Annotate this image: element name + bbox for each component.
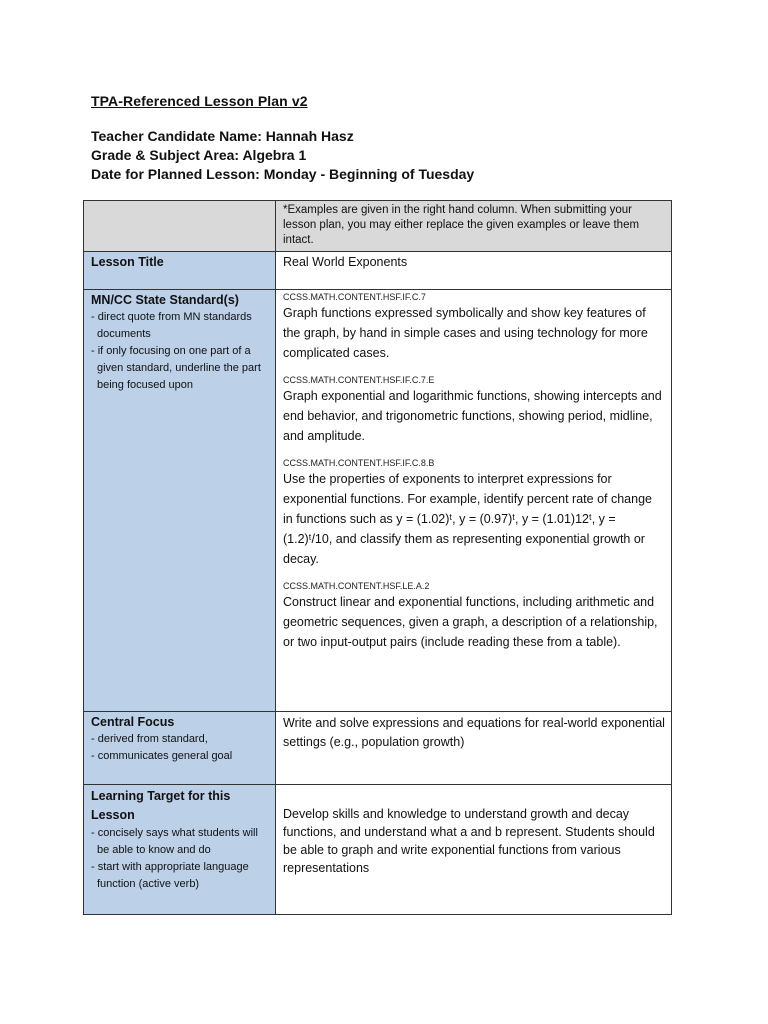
standard-text: Graph exponential and logarithmic functions, showing intercepts and end behavior, and trigonometric functions, showing period, midline, and amplitude. bbox=[283, 389, 662, 443]
central-focus-label-cell bbox=[84, 712, 276, 785]
lesson-title-value-cell bbox=[276, 252, 672, 290]
central-focus-row bbox=[84, 712, 672, 785]
standard-code: CCSS.MATH.CONTENT.HSF.LE.A.2 bbox=[283, 581, 430, 591]
standards-notes bbox=[91, 309, 269, 394]
teacher-candidate-name: Teacher Candidate Name: Hannah Hasz bbox=[91, 128, 354, 144]
document-title-version: v2 bbox=[291, 93, 308, 109]
standard-item bbox=[283, 581, 665, 652]
standard-code: CCSS.MATH.CONTENT.HSF.IF.C.8.B bbox=[283, 458, 435, 468]
central-focus-note: - communicates general goal bbox=[91, 750, 233, 762]
intro-label-cell bbox=[84, 201, 276, 252]
planned-lesson-date: Date for Planned Lesson: Monday - Beginning of Tuesday bbox=[91, 166, 475, 182]
learning-target-notes bbox=[91, 825, 269, 893]
standard-code: CCSS.MATH.CONTENT.HSF.IF.C.7.E bbox=[283, 375, 435, 385]
central-focus-value-cell bbox=[276, 712, 672, 785]
central-focus-label: Central Focus bbox=[91, 715, 175, 729]
standard-text: Graph functions expressed symbolically and show key features of the graph, by hand in simple cases and using technology for more complicated cases. bbox=[283, 306, 648, 360]
central-focus-note: - derived from standard, bbox=[91, 733, 208, 745]
standard-code: CCSS.MATH.CONTENT.HSF.IF.C.7 bbox=[283, 292, 426, 302]
learning-target-label: Learning Target for this Lesson bbox=[91, 789, 231, 822]
standards-value-cell bbox=[276, 290, 672, 712]
document-title-text: TPA-Referenced Lesson Plan bbox=[91, 93, 288, 109]
standards-label: MN/CC State Standard(s) bbox=[91, 293, 239, 307]
lesson-plan-table bbox=[83, 200, 672, 915]
standard-item bbox=[283, 292, 665, 363]
central-focus-value: Write and solve expressions and equations for real-world exponential settings (e.g., population growth) bbox=[283, 716, 665, 749]
standards-note: - direct quote from MN standards documents bbox=[91, 311, 252, 340]
standard-text: Use the properties of exponents to interpret expressions for exponential functions. For example, identify percent rate of change in functions such as y = (1.02)ᵗ, y = (0.97)ᵗ, y = (1.01)12ᵗ, y = (1.2)ᵗ/10, and classify them as representing exponential growth or decay. bbox=[283, 472, 652, 566]
standard-text: Construct linear and exponential functions, including arithmetic and geometric sequences, given a graph, a description of a relationship, or two input-output pairs (include reading these from a table). bbox=[283, 595, 658, 649]
lesson-title-label: Lesson Title bbox=[91, 255, 164, 269]
learning-target-note: - concisely says what students will be able to know and do bbox=[91, 827, 258, 856]
lesson-title-row bbox=[84, 252, 672, 290]
learning-target-label-cell bbox=[84, 785, 276, 915]
lesson-title-value: Real World Exponents bbox=[283, 255, 408, 269]
learning-target-note: - start with appropriate language function (active verb) bbox=[91, 861, 249, 890]
intro-note-cell bbox=[276, 201, 672, 252]
intro-row bbox=[84, 201, 672, 252]
standards-note: - if only focusing on one part of a given standard, underline the part being focused upon bbox=[91, 345, 261, 391]
central-focus-notes bbox=[91, 731, 269, 765]
document-header bbox=[91, 93, 711, 184]
standards-label-cell bbox=[84, 290, 276, 712]
standard-item bbox=[283, 458, 665, 569]
standards-row bbox=[84, 290, 672, 712]
grade-subject-area: Grade & Subject Area: Algebra 1 bbox=[91, 147, 307, 163]
lesson-title-label-cell bbox=[84, 252, 276, 290]
learning-target-row bbox=[84, 785, 672, 915]
document-title bbox=[91, 93, 711, 109]
learning-target-value: Develop skills and knowledge to understand growth and decay functions, and understand what a and b represent. Students should be able to graph and write exponential functions from various representations bbox=[283, 807, 655, 875]
intro-note: *Examples are given in the right hand column. When submitting your lesson plan, you may either replace the given examples or leave them intact. bbox=[283, 204, 640, 246]
standard-item bbox=[283, 375, 665, 446]
learning-target-value-cell bbox=[276, 785, 672, 915]
